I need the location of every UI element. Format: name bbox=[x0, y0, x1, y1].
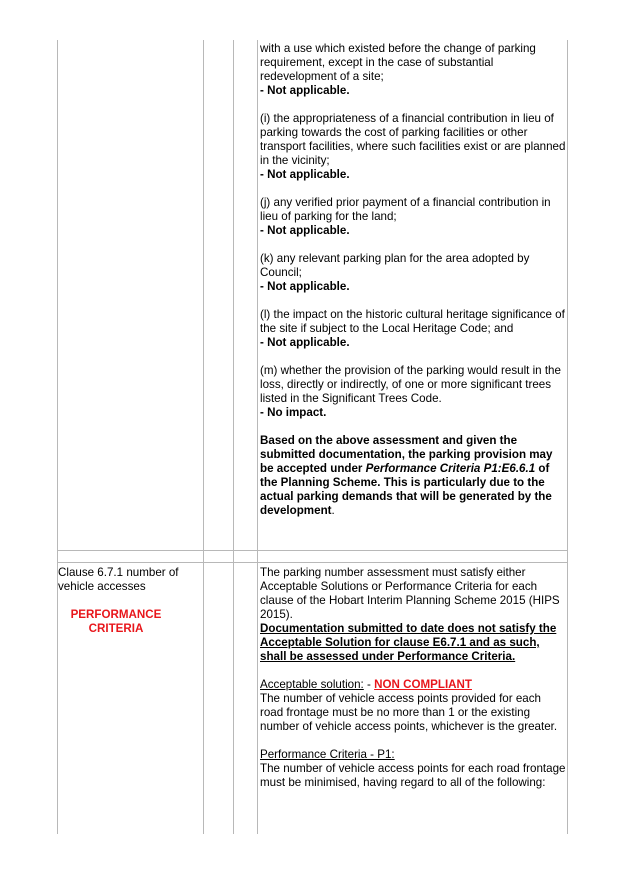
column-divider-3 bbox=[257, 40, 258, 834]
assessment-conclusion: Based on the above assessment and given the submitted documentation, the parking provision may be accepted under Performance Criteria P1:E6.6.1 of the Planning Scheme. This is particularly due to the actual parking demands that will be generated by the development. bbox=[260, 434, 553, 517]
criterion-i: (i) the appropriateness of a financial contribution in lieu of parking towards the cost of parking facilities or other transport facilities, where such facilities exist or are planned in the vicinity; - Not applicable. bbox=[260, 112, 566, 181]
column-divider-1 bbox=[203, 40, 204, 834]
criterion-j: (j) any verified prior payment of a financial contribution in lieu of parking for the land; - Not applicable. bbox=[260, 196, 566, 238]
assessment-cell-lower bbox=[260, 566, 566, 804]
table-border-left bbox=[57, 40, 58, 834]
row-separator-1 bbox=[57, 550, 568, 551]
criterion-i-result: - Not applicable. bbox=[260, 168, 350, 181]
criterion-j-result: - Not applicable. bbox=[260, 224, 350, 237]
criterion-h-result: - Not applicable. bbox=[260, 84, 350, 97]
criterion-l: (l) the impact on the historic cultural heritage significance of the site if subject to the Local Heritage Code; and - Not applicable. bbox=[260, 308, 565, 349]
performance-criteria-p1: Performance Criteria - P1: The number of vehicle access points for each road frontage must be minimised, having regard to all of the following: bbox=[260, 748, 566, 789]
assessment-intro: The parking number assessment must satisfy either Acceptable Solutions or Performance Criteria for each clause of the Hobart Interim Planning Scheme 2015 (HIPS 2015). Documentation submitted to date does not satisfy the Acceptable Solution for clause E6.7.1 and as such, shall be assessed under Performance Criteria. bbox=[260, 566, 566, 664]
performance-criteria-label: PERFORMANCE CRITERIA bbox=[70, 608, 162, 635]
criterion-k-result: - Not applicable. bbox=[260, 280, 350, 293]
column-divider-2 bbox=[233, 40, 234, 834]
documentation-statement: Documentation submitted to date does not satisfy the Acceptable Solution for clause E6.7.1 and as such, shall be assessed under Performance Criteria. bbox=[260, 622, 557, 663]
row-separator-2 bbox=[57, 562, 568, 563]
criterion-m: (m) whether the provision of the parking would result in the loss, directly or indirectly, of one or more significant trees listed in the Significant Trees Code. - No impact. bbox=[260, 364, 566, 420]
performance-criteria-label-p1: Performance Criteria - P1: bbox=[260, 748, 395, 761]
assessment-cell-upper bbox=[260, 42, 566, 532]
criterion-m-result: - No impact. bbox=[260, 406, 327, 419]
acceptable-solution: Acceptable solution: - NON COMPLIANT The number of vehicle access points provided for each road frontage must be no more than 1 or the existing number of vehicle access points, whichever is the greater. bbox=[260, 678, 558, 733]
non-compliant-status: NON COMPLIANT bbox=[374, 678, 472, 691]
criterion-h: with a use which existed before the change of parking requirement, except in the case of substantial redevelopment of a site; - Not applicable. bbox=[260, 42, 566, 98]
criterion-k: (k) any relevant parking plan for the area adopted by Council; - Not applicable. bbox=[260, 252, 566, 294]
clause-label: Clause 6.7.1 number of vehicle accesses bbox=[58, 566, 179, 593]
criterion-l-result: - Not applicable. bbox=[260, 336, 350, 349]
clause-cell bbox=[58, 566, 198, 636]
acceptable-solution-label: Acceptable solution: bbox=[260, 678, 364, 691]
table-border-right bbox=[567, 40, 568, 834]
